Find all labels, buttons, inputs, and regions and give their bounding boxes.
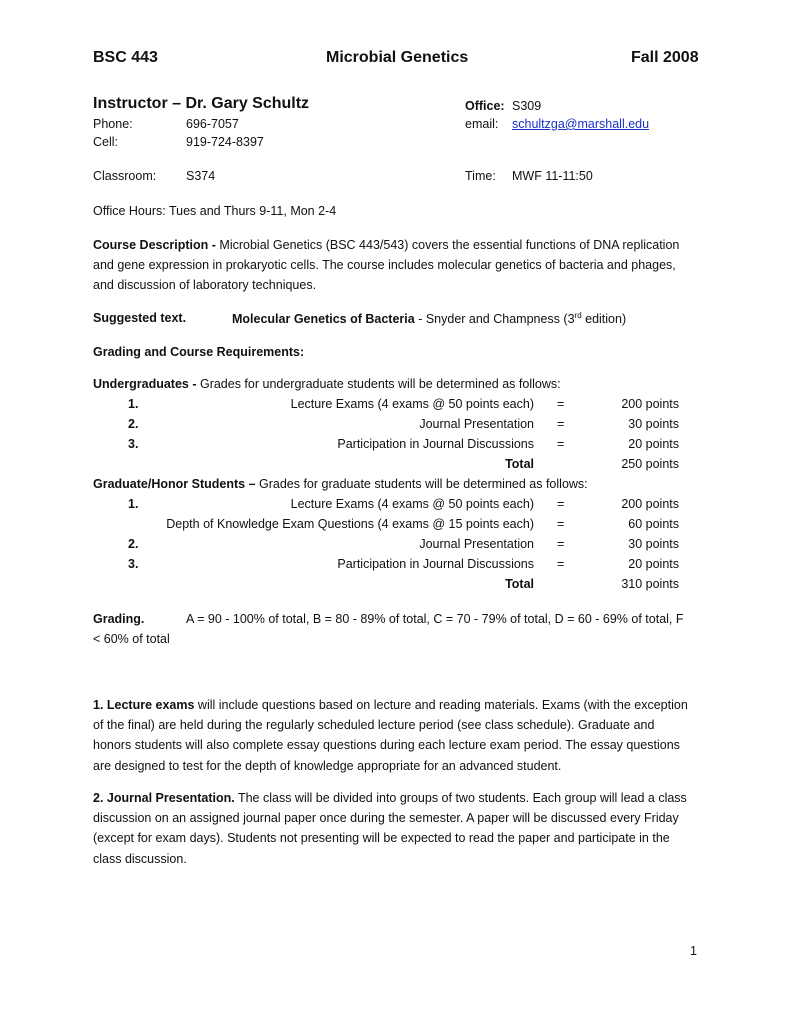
undergrad-total: 250 points (621, 457, 679, 471)
graduate-row-eq: = (557, 517, 565, 531)
lecture-exams-text: will include questions based on lecture and reading materials. Exams (with the exception of the final) are held during the regularly scheduled lecture period (see class schedule). Graduate and honors students will also complete essay questions during each lecture exam period. The essay questions are designed to test for the depth of knowledge appropriate for an advanced student. (93, 698, 688, 773)
graduate-total: 310 points (621, 577, 679, 591)
journal-presentation-paragraph (93, 788, 695, 869)
journal-presentation-label: 2. Journal Presentation. (93, 791, 235, 805)
graduate-row-num: 2. (128, 537, 139, 551)
cell-value: 919-724-8397 (186, 135, 264, 149)
graduate-row-points: 60 points (628, 517, 679, 531)
grading-heading: Grading and Course Requirements: (93, 345, 305, 359)
office-hours: Office Hours: Tues and Thurs 9-11, Mon 2-4 (93, 204, 337, 218)
graduate-row-num: 3. (128, 557, 139, 571)
grading-scale-line1: A = 90 - 100% of total, B = 80 - 89% of total, C = 70 - 79% of total, D = 60 - 69% of total, F (186, 612, 684, 626)
undergrad-row-num: 1. (128, 397, 139, 411)
graduate-row-points: 30 points (628, 537, 679, 551)
undergrad-row-eq: = (557, 417, 565, 431)
graduate-row-item: Participation in Journal Discussions (337, 557, 534, 571)
graduate-row-item: Journal Presentation (419, 537, 534, 551)
graduate-row-item: Depth of Knowledge Exam Questions (4 exams @ 15 points each) (166, 517, 534, 531)
lecture-exams-label: 1. Lecture exams (93, 698, 195, 712)
course-code: BSC 443 (93, 49, 158, 66)
undergrad-row-eq: = (557, 397, 565, 411)
graduate-row-points: 200 points (621, 497, 679, 511)
undergrad-row-item: Lecture Exams (4 exams @ 50 points each) (290, 397, 534, 411)
grading-label: Grading. (93, 612, 145, 626)
graduate-row-eq: = (557, 497, 565, 511)
edition-superscript: rd (574, 311, 582, 320)
undergrad-row-eq: = (557, 437, 565, 451)
email-label: email: (465, 117, 499, 131)
course-title: Microbial Genetics (326, 49, 469, 66)
graduate-row-points: 20 points (628, 557, 679, 571)
undergrad-row-num: 3. (128, 437, 139, 451)
graduate-row-item: Lecture Exams (4 exams @ 50 points each) (290, 497, 534, 511)
undergrad-row-item: Journal Presentation (419, 417, 534, 431)
suggested-text-line (232, 311, 626, 326)
time-label: Time: (465, 169, 496, 183)
undergrad-row-points: 20 points (628, 437, 679, 451)
time-value: MWF 11-11:50 (512, 169, 593, 183)
phone-label: Phone: (93, 117, 133, 131)
suggested-text-label: Suggested text. (93, 311, 187, 325)
undergrad-row-points: 30 points (628, 417, 679, 431)
course-description-text: Microbial Genetics (BSC 443/543) covers the essential functions of DNA replication and gene expression in prokaryotic cells. The course includes molecular genetics of bacteria and phages, and discussion of laboratory techniques. (93, 238, 680, 293)
textbook-authors: - Snyder and Champness (3 (418, 312, 575, 327)
undergrad-row-points: 200 points (621, 397, 679, 411)
textbook-edition: edition) (581, 312, 627, 327)
grading-scale-line2: < 60% of total (93, 632, 170, 646)
classroom-label: Classroom: (93, 169, 157, 183)
course-description-label: Course Description - (93, 238, 220, 252)
classroom-value: S374 (186, 169, 216, 183)
graduate-total-label: Total (505, 577, 534, 591)
undergrad-row-item: Participation in Journal Discussions (337, 437, 534, 451)
office-label: Office: (465, 99, 505, 113)
graduate-intro-text: Grades for graduate students will be determined as follows: (259, 477, 588, 491)
graduate-label: Graduate/Honor Students – (93, 477, 259, 491)
email-link[interactable]: schultzga@marshall.edu (512, 117, 650, 131)
page-number: 1 (690, 944, 697, 958)
graduate-row-eq: = (557, 557, 565, 571)
undergrad-label: Undergraduates - (93, 377, 200, 391)
office-value: S309 (512, 99, 542, 113)
graduate-row-eq: = (557, 537, 565, 551)
cell-label: Cell: (93, 135, 119, 149)
phone-value: 696-7057 (186, 117, 239, 131)
graduate-intro (93, 477, 588, 491)
graduate-row-num: 1. (128, 497, 139, 511)
undergrad-total-label: Total (505, 457, 534, 471)
undergrad-intro-text: Grades for undergraduate students will be determined as follows: (199, 377, 561, 391)
lecture-exams-paragraph (93, 695, 695, 776)
term: Fall 2008 (631, 49, 699, 66)
journal-presentation-text: The class will be divided into groups of two students. Each group will lead a class discussion on an assigned journal paper once during the semester. A paper will be discussed every Friday (except for exam days). Students not presenting will be expected to read the paper and participate in the class discussion. (93, 791, 687, 866)
course-description (93, 235, 695, 296)
instructor-heading: Instructor – Dr. Gary Schultz (93, 95, 310, 112)
undergrad-row-num: 2. (128, 417, 139, 431)
textbook-title: Molecular Genetics of Bacteria (232, 312, 415, 327)
undergrad-intro (93, 377, 561, 391)
